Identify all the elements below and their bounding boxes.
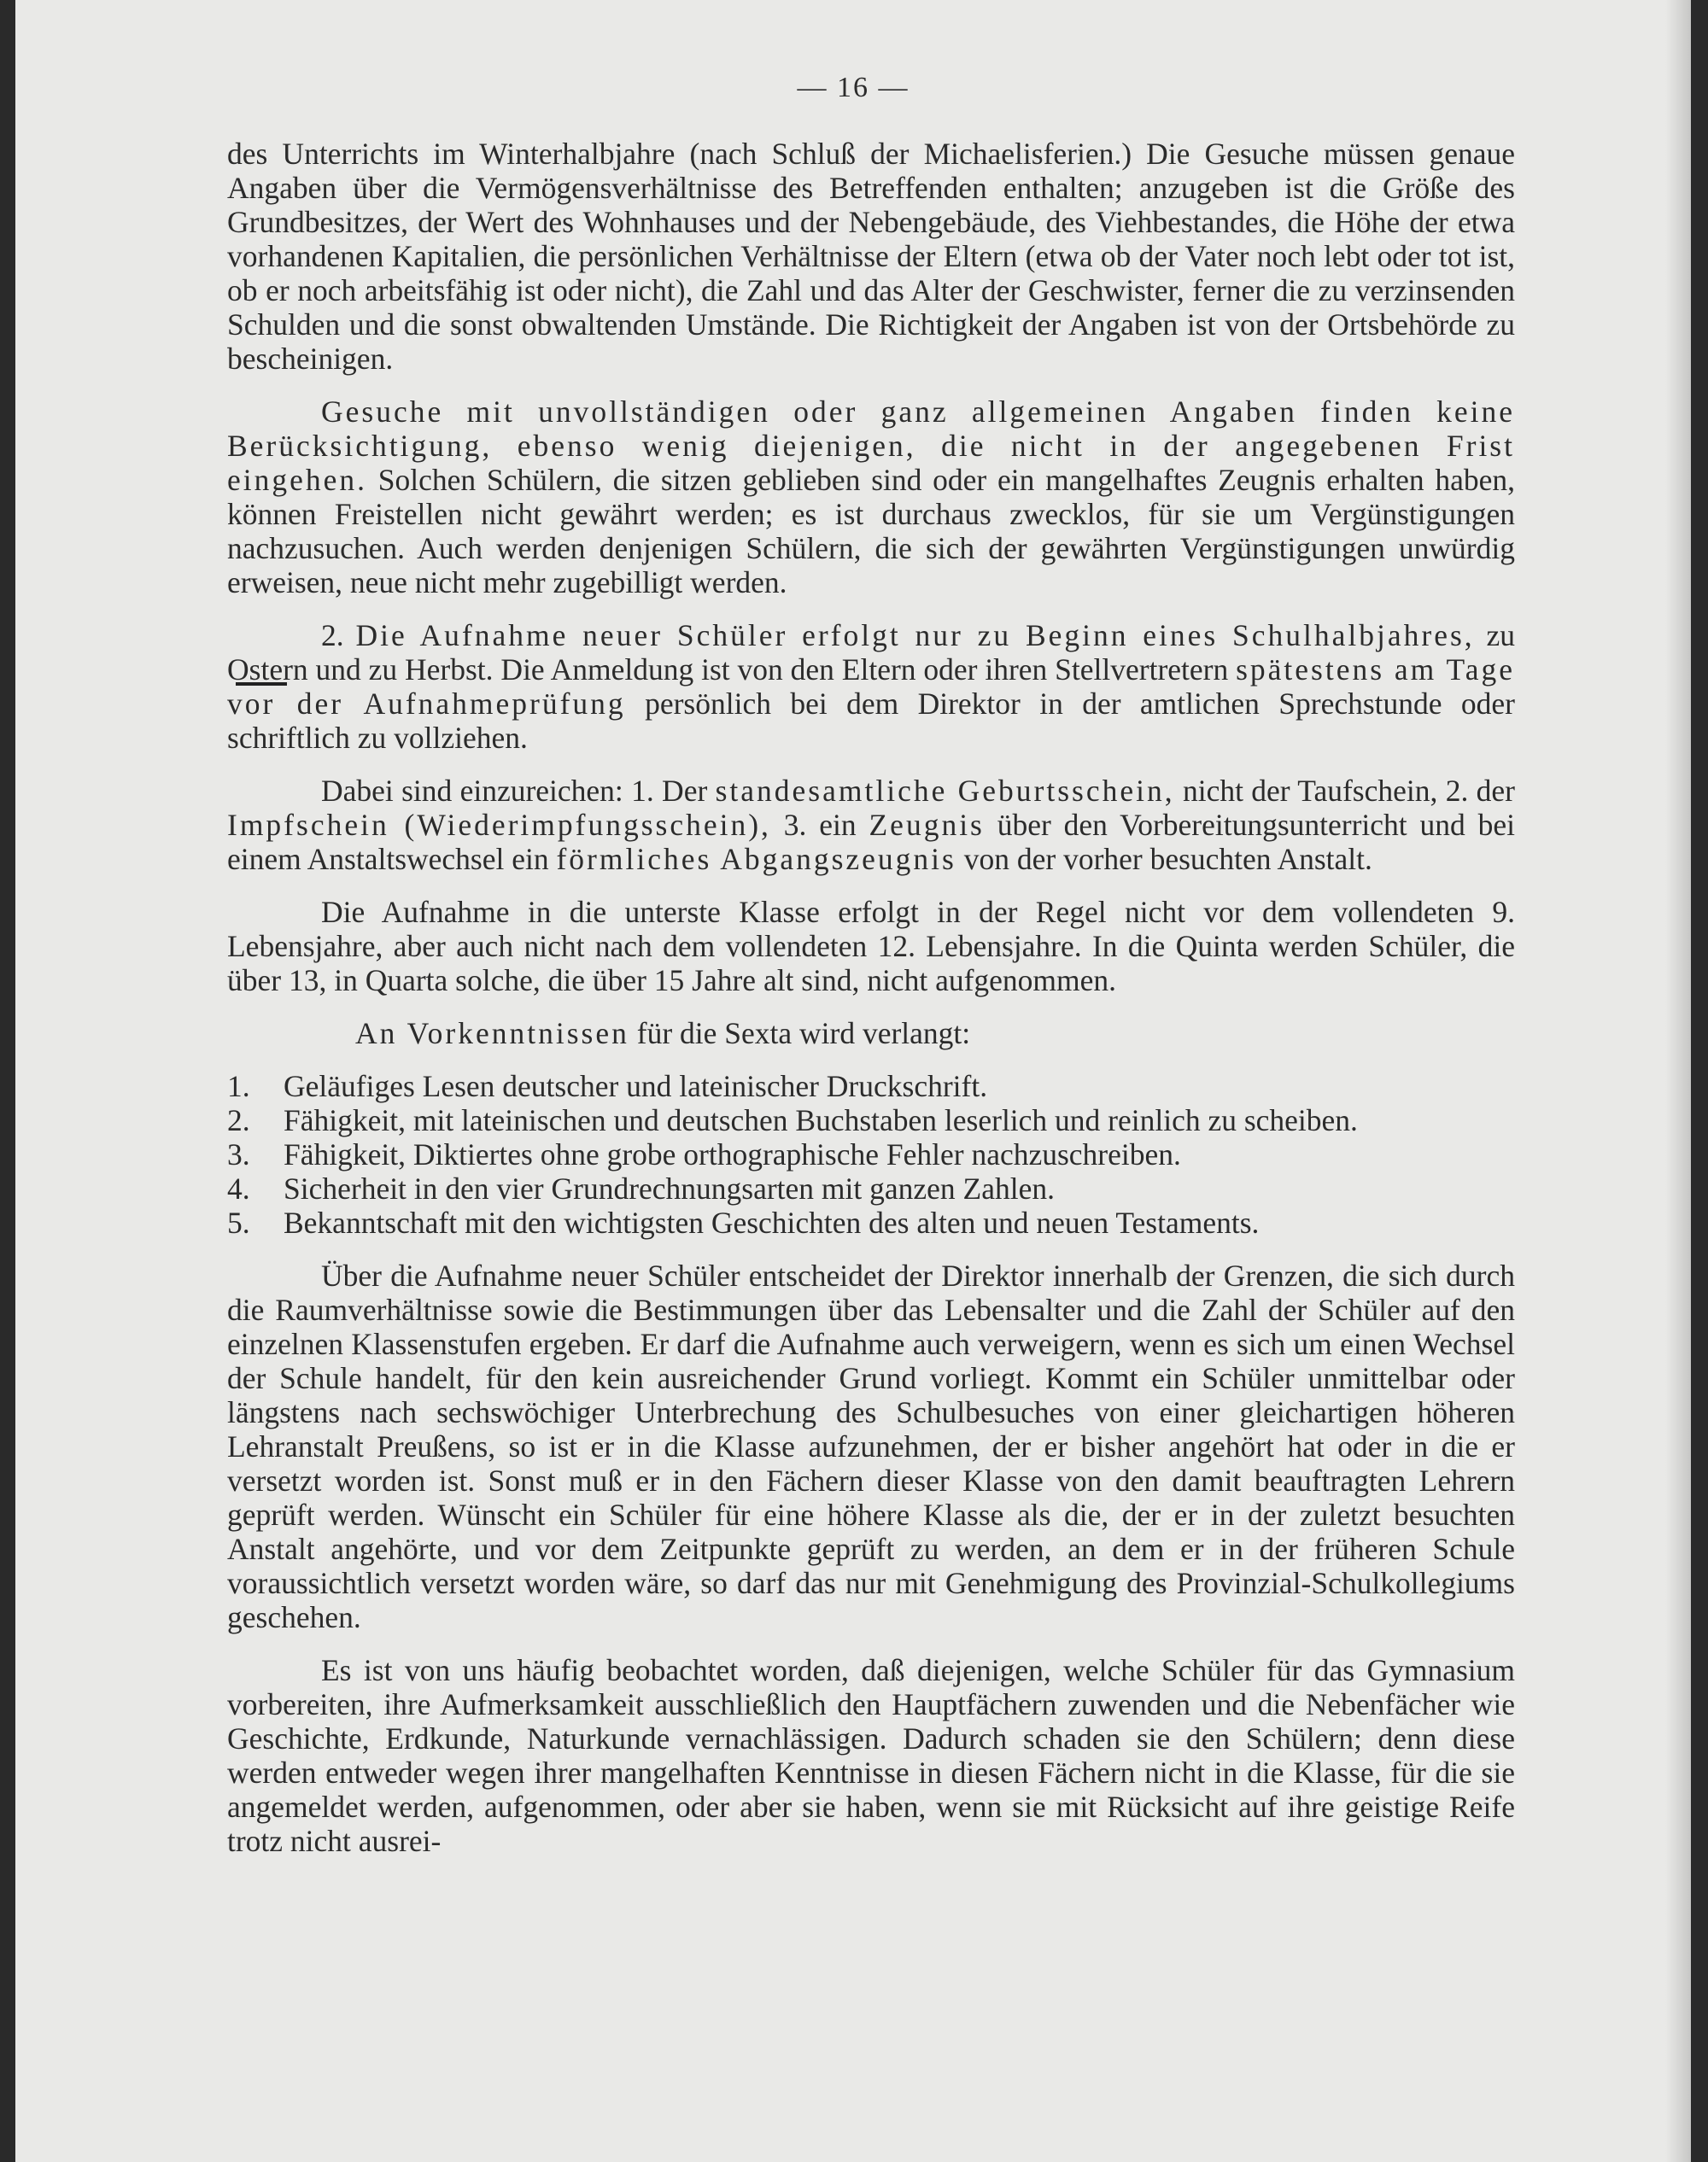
list-item-number: 5. — [227, 1206, 250, 1240]
spaced-text: Die Aufnahme neuer Schüler erfolgt nur zu Beginn eines Schulhalbjahres, — [355, 618, 1475, 652]
spaced-text: Zeugnis — [869, 808, 985, 842]
list-item-number: 1. — [227, 1069, 250, 1103]
list-item-number: 3. — [227, 1137, 250, 1172]
list-item — [227, 1206, 1515, 1240]
list-item-text: Bekanntschaft mit den wichtigsten Geschichten des alten und neuen Testaments. — [284, 1206, 1260, 1240]
paragraph-7: Es ist von uns häufig beobachtet worden, daß diejenigen, welche Schüler für das Gymnasium vorbereiten, ihre Aufmerksamkeit ausschließlich den Hauptfächern zuwenden und die Nebenfächer wie Geschichte, Erdkunde, Naturkunde vernachlässigen. Dadurch schaden sie den Schülern; denn diese werden entweder wegen ihrer mangelhaften Kenntnisse in diesen Fächern nicht in die Klasse, für die sie angemeldet werden, aufgenommen, oder aber sie haben, wenn sie mit Rücksicht auf ihre geistige Reife trotz nicht ausrei- — [227, 1653, 1515, 1858]
paragraph-3 — [227, 618, 1515, 755]
spaced-text: standesamtliche Geburtsschein, — [715, 774, 1175, 808]
list-item-number: 2. — [227, 1103, 250, 1137]
list-item-text: Fähigkeit, mit lateinischen und deutschen Buchstaben leserlich und reinlich zu scheiben. — [284, 1103, 1358, 1137]
spaced-text: Impfschein (Wiederimpfungsschein), — [227, 808, 771, 842]
list-item — [227, 1172, 1515, 1206]
list-item — [227, 1069, 1515, 1103]
body-text — [227, 137, 1515, 1877]
list-item-text: Sicherheit in den vier Grundrechnungsarten mit ganzen Zahlen. — [284, 1172, 1055, 1206]
spaced-text: An Vorkenntnissen — [355, 1016, 629, 1050]
paragraph-2 — [227, 394, 1515, 599]
document-page — [15, 0, 1691, 2162]
paragraph-5: Die Aufnahme in die unterste Klasse erfolgt in der Regel nicht vor dem vollendeten 9. Lebensjahre, aber auch nicht nach dem vollendeten 12. Lebensjahre. In die Quinta werden Schüler, die über 13, in Quarta solche, die über 15 Jahre alt sind, nicht aufgenommen. — [227, 895, 1515, 997]
list-item-number: 4. — [227, 1172, 250, 1206]
spaced-text: spätestens am Tage vor der Aufnahmeprüfung — [227, 652, 1516, 721]
text-run: 3. ein — [770, 808, 869, 842]
list-heading — [227, 1016, 1515, 1050]
section-number: 2. — [321, 618, 344, 652]
list-heading-rest: für die Sexta wird verlangt: — [629, 1016, 971, 1050]
requirements-list — [227, 1069, 1515, 1240]
paragraph-6: Über die Aufnahme neuer Schüler entscheidet der Direktor innerhalb der Grenzen, die sich durch die Raumverhältnisse sowie die Bestimmungen über das Lebensalter und die Zahl der Schüler auf den einzelnen Klassenstufen ergeben. Er darf die Aufnahme auch verweigern, wenn es sich um einen Wechsel der Schule handelt, für den kein ausreichender Grund vorliegt. Kommt ein Schüler unmittelbar oder längstens nach sechswöchiger Unterbrechung des Schulbesuches von einer gleichartigen höheren Lehranstalt Preußens, so ist er in die Klasse aufzunehmen, der er bisher angehört hat oder in die er versetzt worden ist. Sonst muß er in den Fächern dieser Klasse von den damit beauftragten Lehrern geprüft werden. Wünscht ein Schüler für eine höhere Klasse als die, der er in der zuletzt besuchten Anstalt angehörte, und vor dem Zeitpunkte geprüft zu werden, an dem er in der früheren Schule voraussichtlich versetzt worden wäre, so darf das nur mit Genehmigung des Provinzial-Schulkollegiums geschehen. — [227, 1259, 1515, 1634]
paragraph-3-end: persönlich bei dem Direktor in der amtlichen Sprechstunde oder schriftlich zu vollziehen. — [227, 687, 1515, 755]
paragraph-1: des Unterrichts im Winterhalbjahre (nach Schluß der Michaelisferien.) Die Gesuche müssen genaue Angaben über die Vermögensverhältnisse des Betreffenden enthalten; anzugeben ist die Größe des Grundbesitzes, der Wert des Wohnhauses und der Nebengebäude, des Viehbestandes, die Höhe der etwa vorhandenen Kapitalien, die persönlichen Verhältnisse der Eltern (etwa ob der Vater noch lebt oder tot ist, ob er noch arbeitsfähig ist oder nicht), die Zahl und das Alter der Geschwister, ferner die zu verzinsenden Schulden und die sonst obwaltenden Umstände. Die Richtigkeit der Angaben ist von der Ortsbehörde zu bescheinigen. — [227, 137, 1515, 376]
list-item — [227, 1137, 1515, 1172]
page-edge-shadow — [1665, 0, 1691, 2162]
text-run: von der vorher besuchten Anstalt. — [956, 842, 1372, 876]
list-item-text: Fähigkeit, Diktiertes ohne grobe orthographische Fehler nachzuschreiben. — [284, 1137, 1181, 1172]
page-number: — 16 — — [797, 72, 910, 103]
text-run: nicht der Taufschein, 2. der — [1174, 774, 1515, 808]
spaced-text: förmliches Abgangszeugnis — [556, 842, 956, 876]
spaced-text: Gesuche mit unvollständigen oder ganz allgemeinen Angaben finden keine Berücksichtigung, ebenso wenig diejenigen, die nicht in der angegebenen Frist eingehen. — [227, 394, 1515, 497]
text-run: Dabei sind einzureichen: 1. Der — [321, 774, 716, 808]
list-item-text: Geläufiges Lesen deutscher und lateinischer Druckschrift. — [284, 1069, 988, 1103]
paragraph-4 — [227, 774, 1515, 876]
paragraph-2-rest: Solchen Schülern, die sitzen geblieben sind oder ein mangelhaftes Zeugnis erhalten haben, können Freistellen nicht gewährt werden; es ist durchaus zwecklos, für sie um Vergünstigungen nachzusuchen. Auch werden denjenigen Schülern, die sich der gewährten Vergünstigungen unwürdig erweisen, neue nicht mehr zugebilligt werden. — [227, 463, 1515, 599]
text-run: über den Vorbereitungsunterricht und bei einem Anstaltswechsel ein — [227, 808, 1515, 876]
paragraph-3-middle: zu Ostern und zu Herbst. Die Anmeldung ist von den Eltern oder ihren Stellvertretern — [227, 618, 1516, 687]
list-item — [227, 1103, 1515, 1137]
